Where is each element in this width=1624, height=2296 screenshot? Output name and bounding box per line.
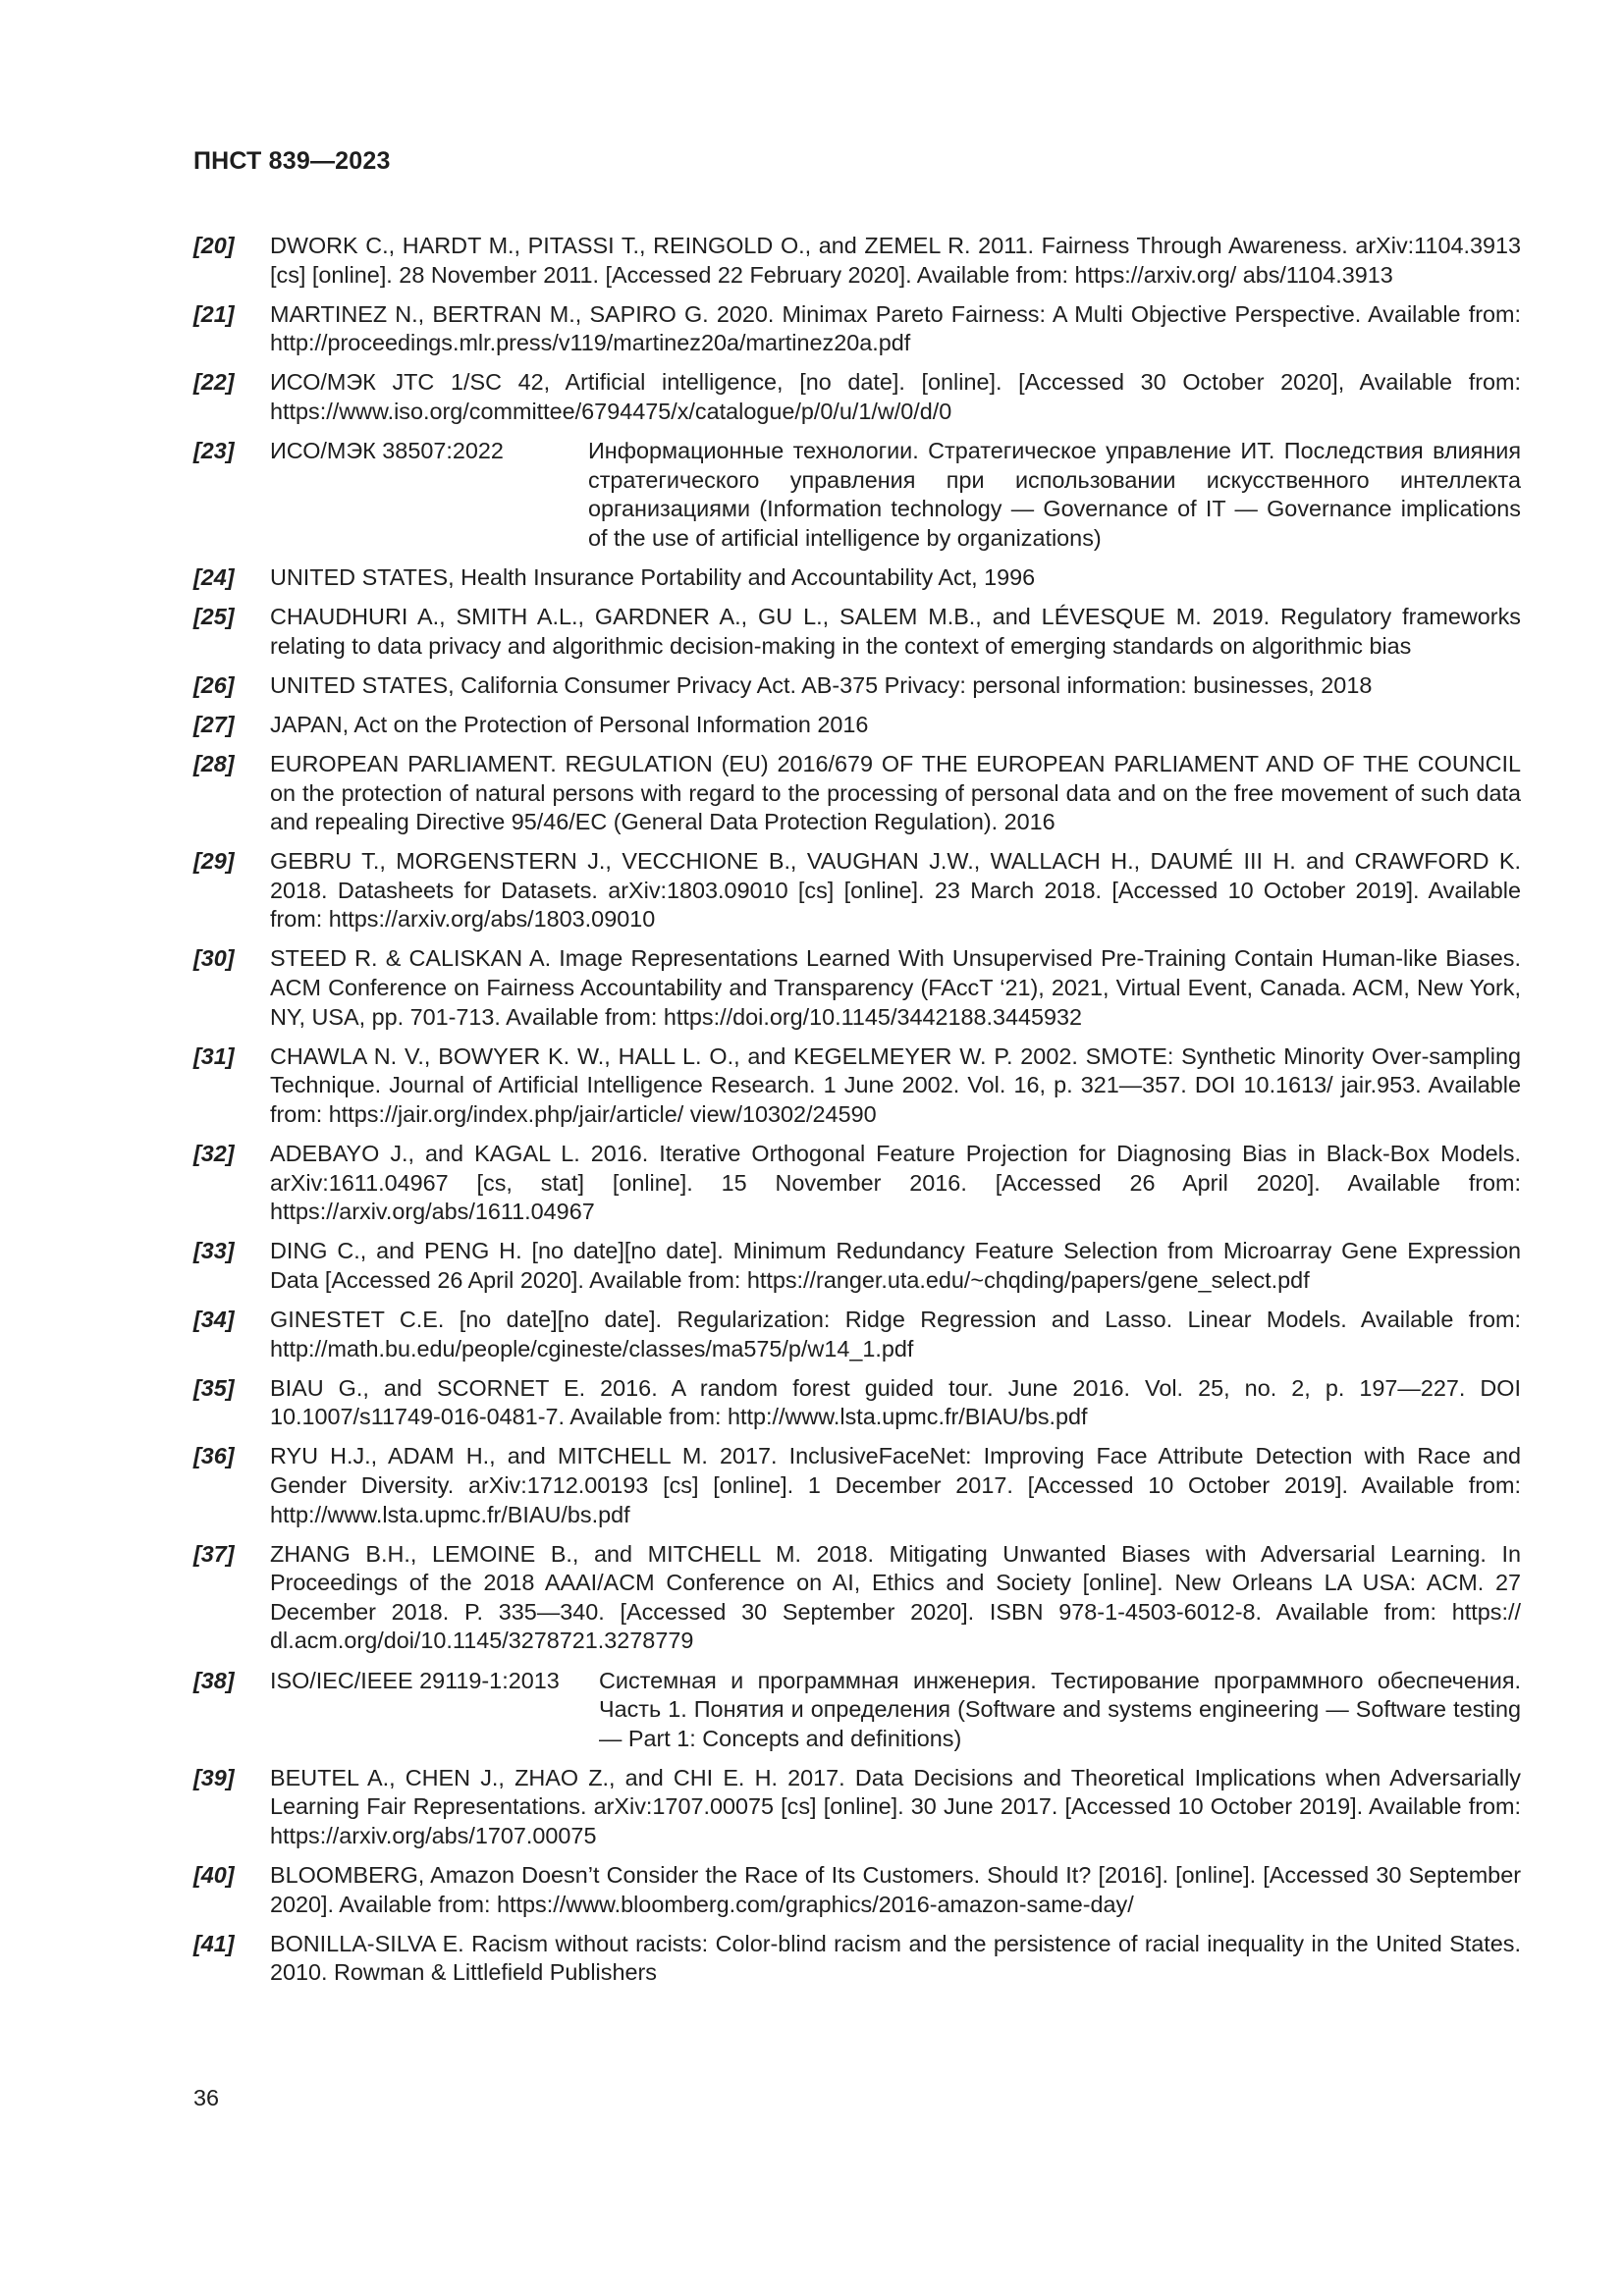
reference-number: [40] [193,1862,235,1889]
reference-text: UNITED STATES, Health Insurance Portability and Accountability Act, 1996 [270,563,1036,590]
reference-number: [31] [193,1042,235,1069]
reference-item [193,944,1521,1032]
reference-item [193,1667,1521,1754]
reference-item [193,1930,1521,1988]
reference-number: [41] [193,1930,235,1956]
reference-text: DING C., and PENG H. [no date][no date]. Minimum Redundancy Feature Selection from Microarray Gene Expression Data [Accessed 26 April 2020]. Available from: https://ranger.uta.edu/~chqding/papers/gene_select.pdf [270,1238,1521,1293]
reference-item [193,1042,1521,1130]
reference-number: [26] [193,671,235,698]
reference-standard-code: ISO/IEC/IEEE 29119-1:2013 [270,1667,560,1693]
reference-number: [34] [193,1307,235,1332]
reference-text: CHAUDHURI A., SMITH A.L., GARDNER A., GU L., SALEM M.B., and LÉVESQUE M. 2019. Regulatory frameworks relating to data privacy and algorithmic decision-making in the context of emerging standards on algorithmic bias [270,604,1521,659]
reference-item [193,1306,1521,1363]
reference-text: ADEBAYO J., and KAGAL L. 2016. Iterative Orthogonal Feature Projection for Diagnosing Bias in Black-Box Models. arXiv:1611.04967 [cs, stat] [online]. 15 November 2016. [Accessed 26 April 2020]. Available from: https://arxiv.org/abs/1611.04967 [270,1141,1521,1225]
reference-item [193,232,1521,290]
reference-text: Системная и программная инженерия. Тестирование программного обеспечения. Часть 1. Понятия и определения (Software and systems engineering — Software testing — Part 1: Concepts and definitions) [599,1667,1521,1751]
reference-text: GINESTET C.E. [no date][no date]. Regularization: Ridge Regression and Lasso. Linear Models. Available from: http://math.bu.edu/people/cgineste/classes/ma575/p/w14_1.pdf [270,1307,1521,1362]
bibliography-list [193,232,1521,1998]
reference-text: EUROPEAN PARLIAMENT. REGULATION (EU) 2016/679 OF THE EUROPEAN PARLIAMENT AND OF THE COUNCIL on the protection of natural persons with regard to the processing of personal data and on the free movement of such data and repealing Directive 95/46/EC (General Data Protection Regulation). 2016 [270,750,1521,835]
reference-number: [28] [193,750,235,776]
reference-item [193,1237,1521,1295]
reference-number: [39] [193,1764,235,1790]
reference-item [193,603,1521,661]
reference-item [193,1540,1521,1656]
reference-item [193,847,1521,934]
reference-item [193,1140,1521,1227]
reference-number: [25] [193,604,235,630]
reference-number: [33] [193,1238,235,1264]
reference-text: UNITED STATES, California Consumer Privacy Act. AB-375 Privacy: personal information: businesses, 2018 [270,671,1373,698]
reference-item [193,368,1521,426]
reference-number: [38] [193,1667,235,1693]
reference-item [193,711,1521,740]
reference-text: MARTINEZ N., BERTRAN M., SAPIRO G. 2020. Minimax Pareto Fairness: A Multi Objective Perspective. Available from: http://proceedings.mlr.press/v119/martinez20a/martinez20a.pdf [270,300,1521,356]
reference-item [193,1442,1521,1529]
reference-item [193,750,1521,837]
reference-text: JAPAN, Act on the Protection of Personal Information 2016 [270,711,869,737]
reference-number: [30] [193,945,235,972]
page-number: 36 [193,2085,220,2110]
reference-standard-code: ИСО/МЭК 38507:2022 [270,438,504,464]
reference-text: GEBRU T., MORGENSTERN J., VECCHIONE B., VAUGHAN J.W., WALLACH H., DAUMÉ III H. and CRAWFORD K. 2018. Datasheets for Datasets. arXiv:1803.09010 [cs] [online]. 23 March 2018. [Accessed 10 October 2019]. Available from: https://arxiv.org/abs/1803.09010 [270,848,1521,933]
reference-item [193,563,1521,593]
reference-item [193,1861,1521,1919]
reference-text: RYU H.J., ADAM H., and MITCHELL M. 2017. InclusiveFaceNet: Improving Face Attribute Detection with Race and Gender Diversity. arXiv:1712.00193 [cs] [online]. 1 December 2017. [Accessed 10 October 2019]. Available from: http://www.lsta.upmc.fr/BIAU/bs.pdf [270,1443,1521,1527]
reference-number: [35] [193,1374,235,1401]
reference-number: [27] [193,711,235,737]
reference-text: BEUTEL A., CHEN J., ZHAO Z., and CHI E. H. 2017. Data Decisions and Theoretical Implications when Adversarially Learning Fair Representations. arXiv:1707.00075 [cs] [online]. 30 June 2017. [Accessed 10 October 2019]. Available from: https://arxiv.org/abs/1707.00075 [270,1764,1521,1848]
reference-item [193,437,1521,553]
reference-text: BIAU G., and SCORNET E. 2016. A random forest guided tour. June 2016. Vol. 25, no. 2, p. 197—227. DOI 10.1007/s11749-016-0481-7. Available from: http://www.lsta.upmc.fr/BIAU/bs.pdf [270,1374,1521,1430]
reference-text: Информационные технологии. Стратегическое управление ИТ. Последствия влияния стратегического управления при использовании искусственного интеллекта организациями (Information technology — Governance of IT — Governance implications of the use of artificial intelligence by organizations) [588,438,1521,551]
reference-item [193,1764,1521,1851]
reference-item [193,671,1521,701]
reference-text: CHAWLA N. V., BOWYER K. W., HALL L. O., and KEGELMEYER W. P. 2002. SMOTE: Synthetic Minority Over-sampling Technique. Journal of Artificial Intelligence Research. 1 June 2002. Vol. 16, p. 321—357. DOI 10.1613/ jair.953. Available from: https://jair.org/index.php/jair/article/ view/10302/24590 [270,1042,1521,1127]
reference-item [193,1374,1521,1432]
reference-text: ZHANG B.H., LEMOINE B., and MITCHELL M. 2018. Mitigating Unwanted Biases with Adversarial Learning. In Proceedings of the 2018 AAAI/ACM Conference on AI, Ethics and Society [online]. New Orleans LA USA: ACM. 27 December 2018. P. 335—340. [Accessed 30 September 2020]. ISBN 978-1-4503-6012-8. Available from: https:// dl.acm.org/doi/10.1145/3278721.3278779 [270,1540,1521,1654]
reference-number: [23] [193,438,235,464]
reference-text: ИСО/МЭК JTC 1/SC 42, Artificial intelligence, [no date]. [online]. [Accessed 30 October 2020], Available from: https://www.iso.org/committee/6794475/x/catalogue/p/0/u/1/w/0/d/0 [270,369,1521,424]
document-designation: ПНСТ 839—2023 [193,147,391,175]
reference-text: BLOOMBERG, Amazon Doesn’t Consider the Race of Its Customers. Should It? [2016]. [online]. [Accessed 30 September 2020]. Available from: https://www.bloomberg.com/graphics/2016-amazon-same-day/ [270,1862,1521,1917]
reference-number: [24] [193,563,235,590]
reference-number: [32] [193,1141,235,1167]
reference-item [193,300,1521,358]
reference-text: BONILLA-SILVA E. Racism without racists: Color-blind racism and the persistence of racial inequality in the United States. 2010. Rowman & Littlefield Publishers [270,1930,1521,1986]
reference-number: [20] [193,233,235,258]
reference-number: [22] [193,369,235,396]
reference-number: [29] [193,848,235,875]
reference-number: [36] [193,1443,235,1469]
reference-number: [37] [193,1540,235,1567]
reference-number: [21] [193,300,235,327]
reference-text: DWORK C., HARDT M., PITASSI T., REINGOLD O., and ZEMEL R. 2011. Fairness Through Awareness. arXiv:1104.3913 [cs] [online]. 28 November 2011. [Accessed 22 February 2020]. Available from: https://arxiv.org/ abs/1104.3913 [270,233,1521,288]
reference-text: STEED R. & CALISKAN A. Image Representations Learned With Unsupervised Pre-Training Contain Human-like Biases. ACM Conference on Fairness Accountability and Transparency (FAccT ‘21), 2021, Virtual Event, Canada. ACM, New York, NY, USA, pp. 701-713. Available from: https://doi.org/10.1145/3442188.3445932 [270,945,1521,1030]
